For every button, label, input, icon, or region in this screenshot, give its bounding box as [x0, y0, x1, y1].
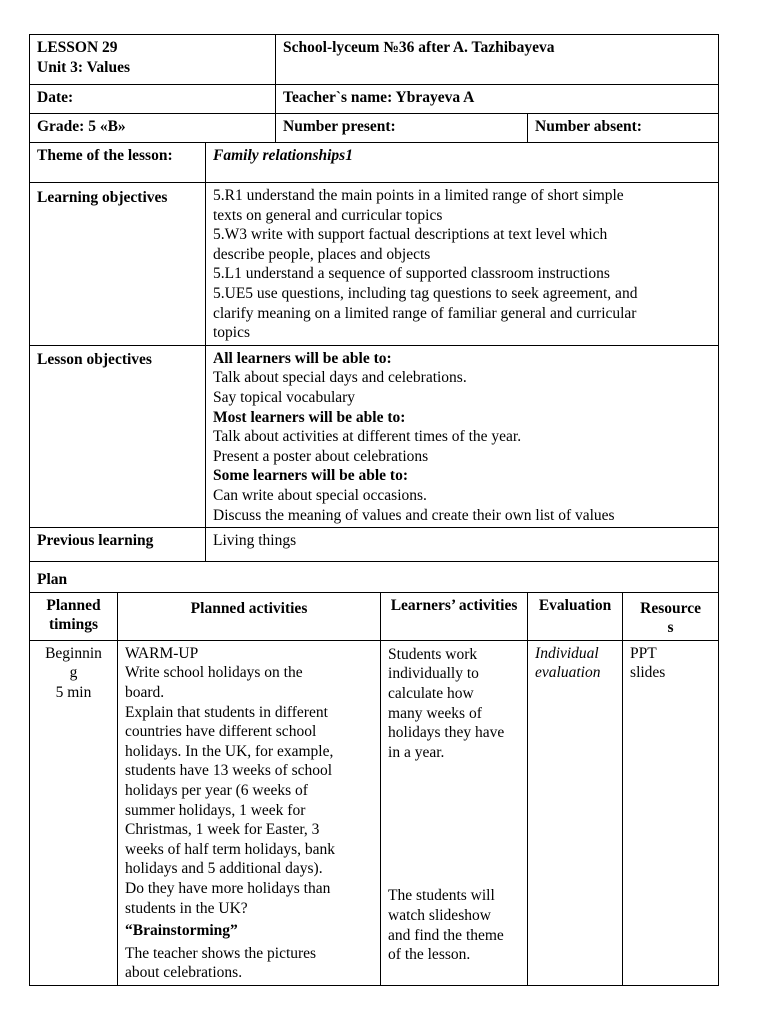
learning-objective-line: describe people, places and objects — [213, 245, 431, 263]
theme-label: Theme of the lesson: — [30, 143, 206, 183]
warmup-title: WARM-UP — [125, 644, 199, 662]
learning-objective-line: 5.UE5 use questions, including tag questions to seek agreement, and — [213, 284, 638, 302]
lesson-objectives-list — [206, 345, 719, 527]
previous-learning-value: Living things — [206, 528, 719, 562]
col-header-evaluation: Evaluation — [528, 592, 623, 640]
school-name: School-lyceum №36 after A. Tazhibayeva — [276, 35, 719, 85]
lesson-objectives-label: Lesson objectives — [30, 345, 206, 527]
learners-activities-cell: Students work individually to calculate how many weeks of holidays they have in a year. The students will watch slideshow and find the theme of the lesson. — [381, 640, 528, 985]
learning-objectives-label: Learning objectives — [30, 183, 206, 346]
learning-objective-line: 5.W3 write with support factual descriptions at text level which — [213, 226, 608, 244]
objective-item: Present a poster about celebrations — [213, 447, 429, 465]
learning-objective-line: topics — [213, 324, 251, 342]
number-present-label: Number present: — [276, 114, 528, 143]
previous-learning-label: Previous learning — [30, 528, 206, 562]
unit-title: Unit 3: Values — [37, 58, 131, 76]
objective-item: Can write about special occasions. — [213, 486, 427, 504]
cell-spacer — [388, 762, 520, 886]
teacher-name: Teacher`s name: Ybrayeva A — [276, 85, 719, 114]
learning-objective-line: clarify meaning on a limited range of familiar general and curricular — [213, 304, 637, 322]
col-header-learners: Learners’ activities — [381, 592, 528, 640]
planned-activities-cell: WARM-UP Write school holidays on the board. Explain that students in different countries have different school holidays. In the UK, for example, students have 13 weeks of school holidays per year (6 weeks of summer holidays, 1 week for Christmas, 1 week for Easter, 3 weeks of half term holidays, bank holidays and 5 additional days). Do they have more holidays than students in the UK? “Brainstorming” The teacher shows the pictures about celebrations. — [118, 640, 381, 985]
number-absent-label: Number absent: — [528, 114, 719, 143]
resources-cell: PPT slides — [623, 640, 719, 985]
grade-label: Grade: 5 «B» — [30, 114, 276, 143]
lesson-number: LESSON 29 — [37, 39, 118, 56]
lesson-plan-table — [29, 34, 719, 986]
col-header-timings: Planned timings — [30, 592, 118, 640]
objective-item: Talk about activities at different times of the year. — [213, 428, 522, 446]
most-learners-heading: Most learners will be able to: — [213, 408, 406, 426]
timing-cell: Beginnin g 5 min — [30, 640, 118, 985]
learning-objective-line: 5.R1 understand the main points in a limited range of short simple — [213, 187, 624, 204]
learning-objective-line: texts on general and curricular topics — [213, 206, 443, 224]
evaluation-cell: Individual evaluation — [528, 640, 623, 985]
objective-item: Discuss the meaning of values and create their own list of values — [213, 506, 615, 524]
objective-item: Say topical vocabulary — [213, 388, 356, 406]
some-learners-heading: Some learners will be able to: — [213, 467, 409, 485]
plan-title: Plan — [30, 562, 719, 593]
theme-value: Family relationships1 — [206, 143, 719, 183]
objective-item: Talk about special days and celebrations. — [213, 369, 467, 387]
learning-objective-line: 5.L1 understand a sequence of supported classroom instructions — [213, 265, 610, 283]
lesson-cell — [30, 35, 276, 85]
col-header-activities: Planned activities — [118, 592, 381, 640]
col-header-resources: Resource s — [623, 592, 719, 640]
date-label: Date: — [30, 85, 276, 114]
all-learners-heading: All learners will be able to: — [213, 349, 392, 367]
learning-objectives-list — [206, 183, 719, 346]
brainstorming-title: “Brainstorming” — [125, 922, 238, 940]
